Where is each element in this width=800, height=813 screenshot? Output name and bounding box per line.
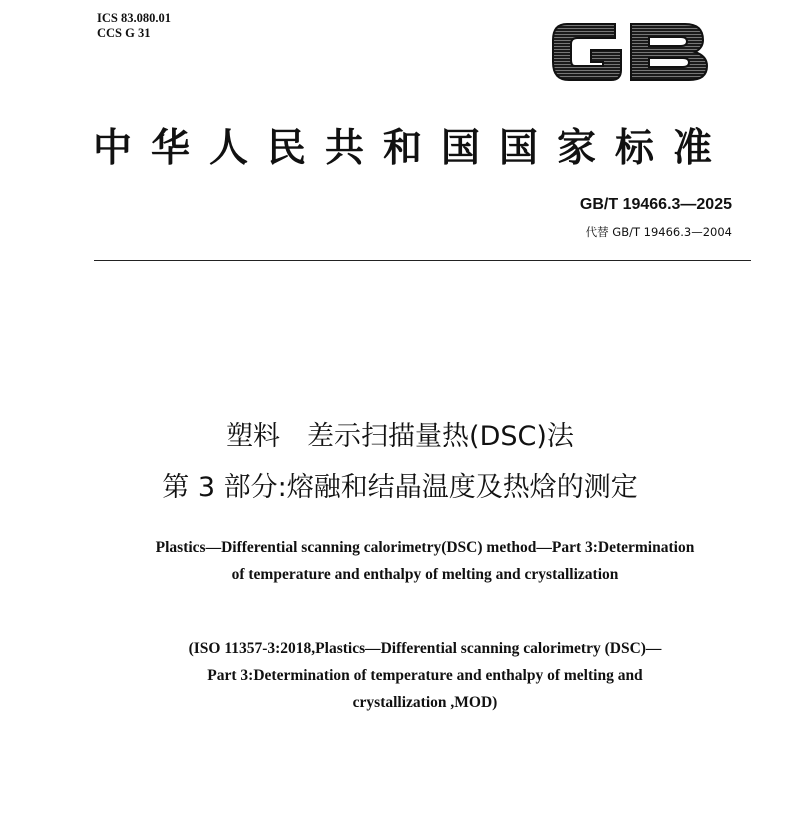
chinese-title-line1: 塑料 差示扫描量热(DSC)法 (226, 421, 574, 452)
english-title (60, 534, 790, 588)
english-title-line2: of temperature and enthalpy of melting and crystallization (231, 566, 619, 583)
standard-number: GB/T 19466.3—2025 (579, 196, 732, 213)
iso-reference-line3: crystallization ,MOD) (352, 694, 498, 711)
iso-reference-line1: (ISO 11357-3:2018,Plastics—Differential scanning calorimetry (DSC)— (188, 640, 662, 657)
header-divider (94, 260, 751, 261)
replaces-standard: 代替 GB/T 19466.3—2004 (585, 225, 732, 239)
english-title-line1: Plastics—Differential scanning calorimetry(DSC) method—Part 3:Determination (155, 539, 695, 556)
chinese-title-line2: 第 3 部分:熔融和结晶温度及热焓的测定 (162, 472, 638, 503)
iso-reference (80, 635, 770, 716)
issuing-body-title: 中华人民共和国国家标准 (93, 125, 732, 171)
iso-reference-line2: Part 3:Determination of temperature and enthalpy of melting and (207, 667, 643, 684)
classification-codes (97, 11, 171, 41)
ccs-code: CCS G 31 (97, 26, 151, 40)
logo-text: GB (545, 10, 547, 11)
gb-logo (545, 10, 715, 92)
ics-code: ICS 83.080.01 (97, 11, 171, 25)
